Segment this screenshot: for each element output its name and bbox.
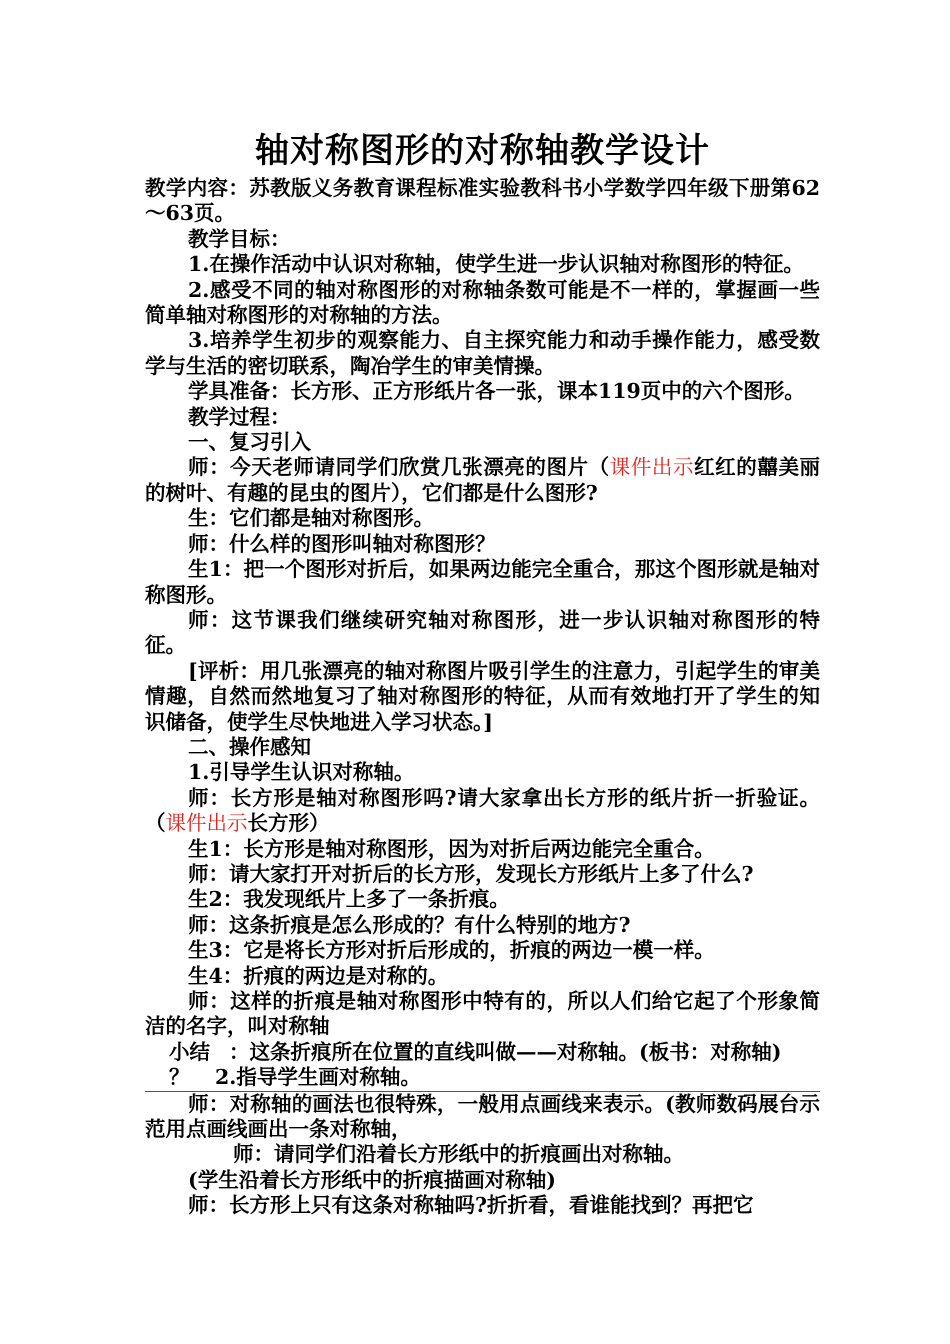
student-line-6: 生4：折痕的两边是对称的。: [188, 963, 449, 988]
courseware-note-2: 课件出示: [165, 811, 248, 836]
courseware-note: 课件出示: [609, 455, 695, 480]
teacher-line-1: [145, 455, 820, 506]
teacher-line-5: 师：请大家打开对折后的长方形，发现长方形纸片上多了什么?: [188, 861, 754, 886]
teacher-line-4-a: 师：长方形是轴对称图形吗?请大家拿出长方形的纸片折一折验证。（: [145, 785, 820, 836]
goals-heading: 教学目标：: [188, 226, 291, 251]
student-line-5: 生3：它是将长方形对折后形成的，折痕的两边一模一样。: [188, 938, 715, 963]
comment-block: [评析：用几张漂亮的轴对称图片吸引学生的注意力，引起学生的审美情趣，自然而然地复习了轴对称图形的特征，从而有效地打开了学生的知识储备，使学生尽快地进入学习状态。]: [145, 658, 820, 734]
question-mark: ？: [169, 1065, 190, 1090]
summary-label: 小结: [169, 1039, 210, 1064]
teacher-line-4-b: 长方形）: [247, 811, 330, 836]
summary-line: [145, 1040, 820, 1065]
student-line-3: 生1：长方形是轴对称图形，因为对折后两边能完全重合。: [188, 836, 715, 861]
student-line-2: 生1：把一个图形对折后，如果两边能完全重合，那这个图形就是轴对称图形。: [145, 557, 820, 607]
summary-text: ：这条折痕所在位置的直线叫做——对称轴。(板书：对称轴): [229, 1039, 782, 1064]
teacher-line-3: 师：这节课我们继续研究轴对称图形，进一步认识轴对称图形的特征。: [145, 607, 820, 658]
teacher-line-8: 师：对称轴的画法也很特殊，一般用点画线来表示。(教师数码展台示范用点画线画出一条对称轴，: [145, 1091, 820, 1142]
process-heading: 教学过程：: [188, 404, 291, 429]
student-line-1: 生：它们都是轴对称图形。: [188, 506, 434, 531]
teacher-line-9: 师：请同学们沿着长方形纸中的折痕画出对称轴。: [233, 1142, 684, 1167]
student-line-4: 生2：我发现纸片上多了一条折痕。: [188, 887, 510, 912]
step-1: 1.引导学生认识对称轴。: [188, 760, 415, 785]
section-2-heading: 二、操作感知: [188, 734, 311, 759]
teacher-line-10: 师：长方形上只有这条对称轴吗?折折看，看谁能找到？再把它: [188, 1193, 754, 1218]
goal-2: 2.感受不同的轴对称图形的对称轴条数可能是不一样的，掌握画一些简单轴对称图形的对称轴的方法。: [145, 277, 820, 328]
document-page: [145, 128, 820, 1219]
content-line: 教学内容：苏教版义务教育课程标准实验教科书小学数学四年级下册第62～63页。: [145, 176, 820, 226]
section-1-heading: 一、复习引入: [188, 430, 311, 455]
teacher-line-6: 师：这条折痕是怎么形成的？有什么特别的地方?: [188, 912, 631, 937]
teacher-line-2: 师：什么样的图形叫轴对称图形？: [188, 531, 496, 556]
teacher-line-1-b: 红红的囍美丽的树叶、有趣的昆虫的图片），它们都是什么图形?: [145, 455, 821, 505]
teacher-line-7: 师：这样的折痕是轴对称图形中特有的，所以人们给它起了个形象简洁的名字，叫对称轴: [145, 989, 820, 1039]
step-2: 2.指导学生画对称轴。: [215, 1065, 421, 1090]
document-title: 轴对称图形的对称轴教学设计: [255, 131, 710, 171]
teacher-line-1-a: 师：今天老师请同学们欣赏几张漂亮的图片（: [188, 455, 610, 480]
activity-note: (学生沿着长方形纸中的折痕描画对称轴): [188, 1167, 556, 1192]
teacher-line-4: [145, 786, 820, 837]
step-2-line: [145, 1065, 820, 1091]
materials-prep: 学具准备：长方形、正方形纸片各一张，课本119页中的六个图形。: [188, 379, 805, 404]
goal-3: 3.培养学生初步的观察能力、自主探究能力和动手操作能力，感受数学与生活的密切联系，陶冶学生的审美情操。: [145, 328, 820, 378]
goal-1: 1.在操作活动中认识对称轴，使学生进一步认识轴对称图形的特征。: [188, 252, 804, 277]
